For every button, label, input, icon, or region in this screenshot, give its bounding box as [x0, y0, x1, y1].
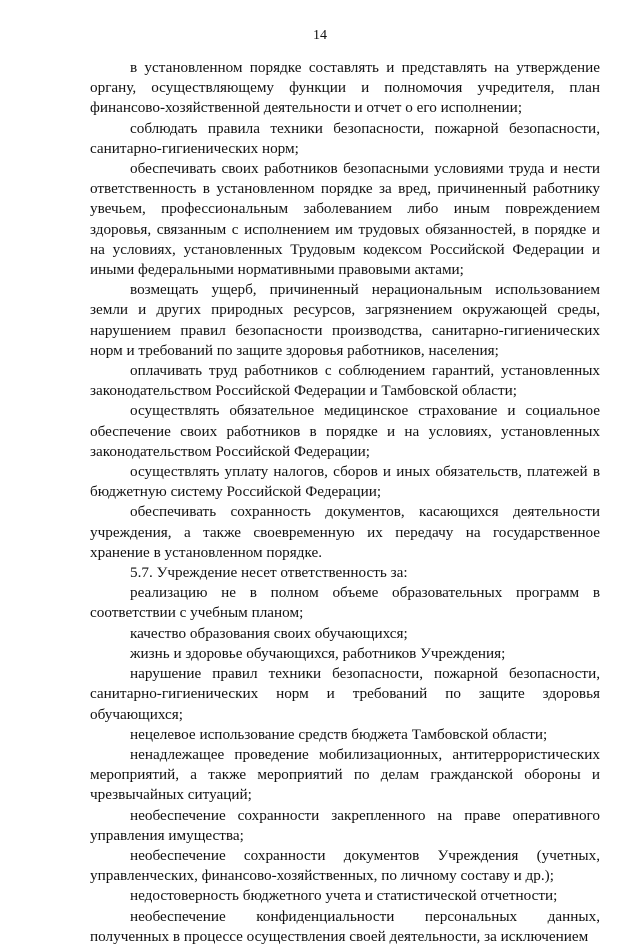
paragraph: осуществлять обязательное медицинское страхование и социальное обеспечение своих работников в порядке и на условиях, установленных законодательством Российской Федерации; [90, 402, 600, 460]
paragraph: обеспечивать сохранность документов, касающихся деятельности учреждения, а также своевременную их передачу на государственное хранение в установленном порядке. [90, 503, 600, 561]
paragraph: недостоверность бюджетного учета и статистической отчетности; [130, 887, 558, 905]
paragraph: возмещать ущерб, причиненный нерациональным использованием земли и других природных ресурсов, загрязнением окружающей среды, нарушением правил безопасности производства, санитарно-гигиенических норм и требований по защите здоровья работников, населения; [90, 281, 600, 359]
paragraph: нарушение правил техники безопасности, пожарной безопасности, санитарно-гигиенических норм и требований по защите здоровья обучающихся; [90, 665, 600, 723]
paragraph: в установленном порядке составлять и представлять на утверждение органу, осуществляющему функции и полномочия учредителя, план финансово-хозяйственной деятельности и отчет о его исполнении; [90, 59, 600, 117]
document-body [90, 58, 600, 947]
paragraph: обеспечивать своих работников безопасными условиями труда и нести ответственность в установленном порядке за вред, причиненный работнику увечьем, профессиональным заболеванием либо иным повреждением здоровья, связанным с исполнением им трудовых обязанностей, в порядке и на условиях, установленных Трудовым кодексом Российской Федерации и иными федеральными нормативными правовыми актами; [90, 160, 600, 279]
paragraph: осуществлять уплату налогов, сборов и иных обязательств, платежей в бюджетную систему Российской Федерации; [90, 463, 600, 501]
section-heading-5-7: 5.7. Учреждение несет ответственность за: [130, 564, 408, 582]
paragraph: качество образования своих обучающихся; [130, 624, 408, 642]
paragraph: нецелевое использование средств бюджета Тамбовской области; [130, 725, 548, 743]
page-number: 14 [313, 28, 327, 43]
paragraph: ненадлежащее проведение мобилизационных, антитеррористических мероприятий, а также мероприятий по делам гражданской обороны и чрезвычайных ситуаций; [90, 745, 600, 804]
paragraph: реализацию не в полном объеме образовательных программ в соответствии с учебным планом; [90, 584, 600, 622]
paragraph: необеспечение конфиденциальности персональных данных, полученных в процессе осуществления своей деятельности, за исключением [90, 907, 600, 945]
paragraph: необеспечение сохранности закрепленного на праве оперативного управления имущества; [90, 806, 600, 844]
paragraph: соблюдать правила техники безопасности, пожарной безопасности, санитарно-гигиенических норм; [90, 119, 600, 157]
paragraph: оплачивать труд работников с соблюдением гарантий, установленных законодательством Российской Федерации и Тамбовской области; [90, 362, 600, 400]
paragraph: необеспечение сохранности документов Учреждения (учетных, управленческих, финансово-хозяйственных, по личному составу и др.); [90, 846, 600, 885]
paragraph: жизнь и здоровье обучающихся, работников Учреждения; [130, 644, 506, 662]
